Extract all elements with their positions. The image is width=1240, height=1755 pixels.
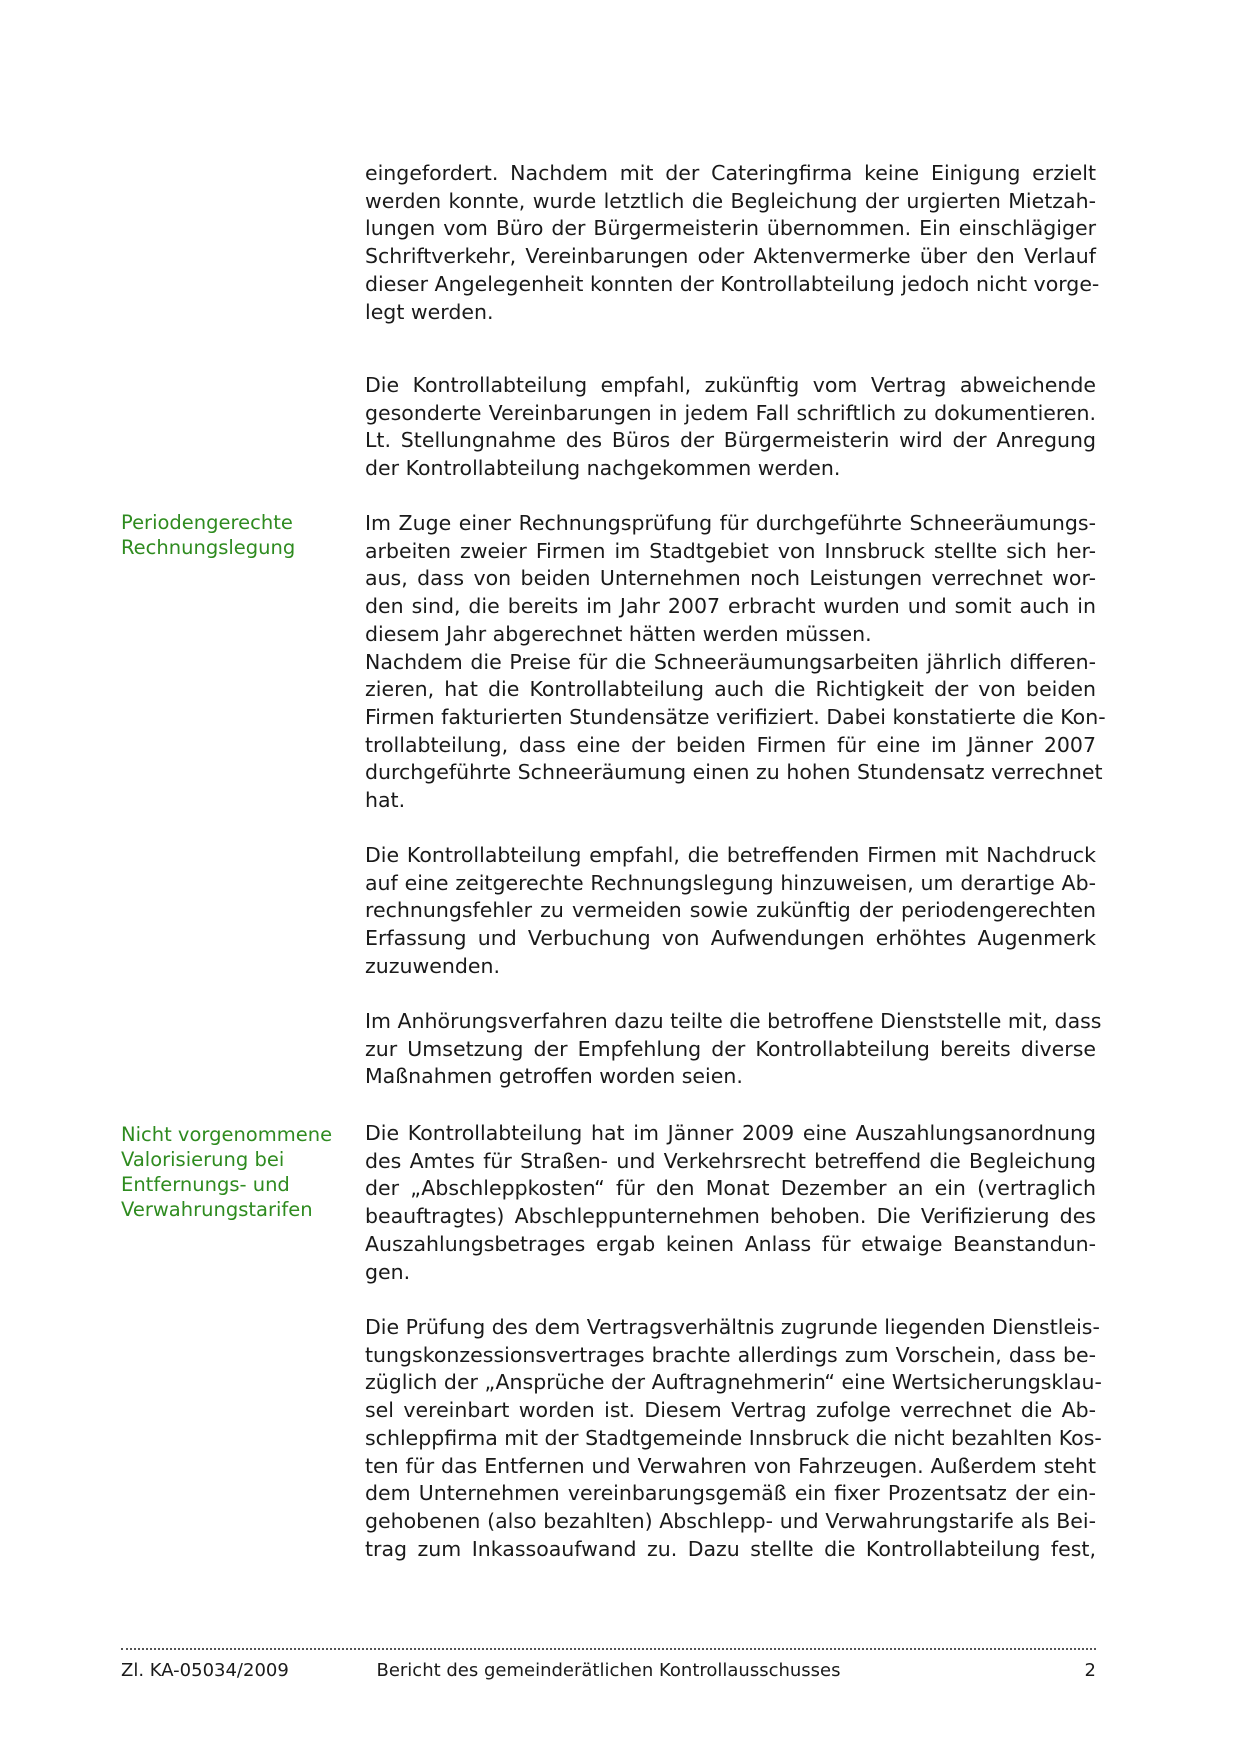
side-heading-line: Entfernungs- und <box>121 1173 290 1196</box>
text-line: trollabteilung, dass eine der beiden Firmen für eine im Jänner 2007 <box>365 732 1096 757</box>
text-line: gesonderte Vereinbarungen in jedem Fall schriftlich zu dokumentieren. <box>365 400 1096 425</box>
text-line: eingefordert. Nachdem mit der Cateringfirma keine Einigung erzielt <box>365 161 1096 185</box>
paragraph-catering <box>365 160 1100 326</box>
text-line: des Amtes für Straßen- und Verkehrsrecht betreffend die Begleichung <box>365 1148 1096 1173</box>
text-line: hat. <box>365 788 406 813</box>
side-heading-line: Rechnungslegung <box>121 536 296 559</box>
footer-divider <box>121 1648 1096 1650</box>
text-line: Die Kontrollabteilung empfahl, die betreffenden Firmen mit Nachdruck <box>365 843 1096 867</box>
text-line: der Kontrollabteilung nachgekommen werden. <box>365 456 841 481</box>
text-line: dem Unternehmen vereinbarungsgemäß ein fixer Prozentsatz der ein- <box>365 1481 1096 1506</box>
paragraph-text <box>365 372 1096 483</box>
paragraph-text <box>365 1314 1102 1563</box>
side-heading-periodengerechte-rechnungslegung <box>121 510 351 560</box>
text-line: ten für das Entfernen und Verwahren von Fahrzeugen. Außerdem steht <box>365 1453 1096 1478</box>
footer-title: Bericht des gemeinderätlichen Kontrollausschusses <box>376 1660 841 1681</box>
paragraph-recommendation-rechnungslegung <box>365 842 1096 981</box>
text-line: zieren, hat die Kontrollabteilung auch die Richtigkeit der von beiden <box>365 677 1096 702</box>
side-heading-line: Valorisierung bei <box>121 1148 285 1171</box>
paragraph-abschleppkosten <box>365 1120 1096 1286</box>
text-line: zuzuwenden. <box>365 953 501 978</box>
text-line: der „Abschleppkosten“ für den Monat Dezember an ein (vertraglich <box>365 1176 1096 1201</box>
paragraph-recommendation-catering <box>365 372 1096 483</box>
text-line: zur Umsetzung der Empfehlung der Kontrollabteilung bereits diverse <box>365 1036 1096 1061</box>
text-line: Lt. Stellungnahme des Büros der Bürgermeisterin wird der Anregung <box>365 428 1096 453</box>
text-line: Erfassung und Verbuchung von Aufwendungen erhöhtes Augenmerk <box>365 926 1096 951</box>
footer-page-number: 2 <box>1084 1660 1096 1681</box>
text-line: lungen vom Büro der Bürgermeisterin übernommen. Ein einschlägiger <box>365 216 1096 241</box>
text-line: Auszahlungsbetrages ergab keinen Anlass für etwaige Beanstandun- <box>365 1231 1096 1256</box>
paragraph-text <box>365 1008 1102 1091</box>
text-line: durchgeführte Schneeräumung einen zu hohen Stundensatz verrechnet <box>365 760 1103 785</box>
text-line: Die Kontrollabteilung hat im Jänner 2009 eine Auszahlungsanordnung <box>365 1121 1096 1145</box>
text-line: Firmen fakturierten Stundensätze verifiziert. Dabei konstatierte die Kon- <box>365 704 1106 729</box>
paragraph-anhoerungsverfahren <box>365 1008 1102 1091</box>
paragraph-dienstleistungskonzession <box>365 1314 1102 1563</box>
text-line: züglich der „Ansprüche der Auftragnehmerin“ eine Wertsicherungsklau- <box>365 1370 1102 1395</box>
text-line: beauftragtes) Abschleppunternehmen behoben. Die Verifizierung des <box>365 1204 1096 1229</box>
text-line: dieser Angelegenheit konnten der Kontrollabteilung jedoch nicht vorge- <box>365 271 1100 296</box>
side-heading-line: Verwahrungstarifen <box>121 1198 313 1221</box>
text-line: sel vereinbart worden ist. Diesem Vertrag zufolge verrechnet die Ab- <box>365 1398 1096 1423</box>
text-line: gehobenen (also bezahlten) Abschlepp- und Verwahrungstarife als Bei- <box>365 1508 1096 1533</box>
paragraph-text <box>365 160 1100 326</box>
paragraph-schneeraeumung <box>365 510 1106 815</box>
text-line: trag zum Inkassoaufwand zu. Dazu stellte die Kontrollabteilung fest, <box>365 1536 1096 1561</box>
side-heading-valorisierung <box>121 1122 351 1222</box>
text-line: schleppfirma mit der Stadtgemeinde Innsbruck die nicht bezahlten Kos- <box>365 1425 1102 1450</box>
text-line: Im Anhörungsverfahren dazu teilte die betroffene Dienststelle mit, dass <box>365 1009 1102 1033</box>
paragraph-text <box>365 1120 1096 1286</box>
footer-reference: Zl. KA-05034/2009 <box>121 1660 289 1681</box>
text-line: rechnungsfehler zu vermeiden sowie zukünftig der periodengerechten <box>365 898 1096 923</box>
text-line: aus, dass von beiden Unternehmen noch Leistungen verrechnet wor- <box>365 566 1096 591</box>
text-line: diesem Jahr abgerechnet hätten werden müssen. <box>365 621 872 646</box>
text-line: Die Kontrollabteilung empfahl, zukünftig vom Vertrag abweichende <box>365 373 1096 397</box>
text-line: werden konnte, wurde letztlich die Begleichung der urgierten Mietzah- <box>365 188 1096 213</box>
side-heading-line: Periodengerechte <box>121 511 293 534</box>
text-line: legt werden. <box>365 299 494 324</box>
text-line: Maßnahmen getroffen worden seien. <box>365 1064 743 1089</box>
text-line: den sind, die bereits im Jahr 2007 erbracht wurden und somit auch in <box>365 594 1096 619</box>
text-line: gen. <box>365 1259 411 1284</box>
text-line: arbeiten zweier Firmen im Stadtgebiet von Innsbruck stellte sich her- <box>365 538 1096 563</box>
text-line: Die Prüfung des dem Vertragsverhältnis zugrunde liegenden Dienstleis- <box>365 1315 1100 1339</box>
text-line: auf eine zeitgerechte Rechnungslegung hinzuweisen, um derartige Ab- <box>365 870 1096 895</box>
text-line: Im Zuge einer Rechnungsprüfung für durchgeführte Schneeräumungs- <box>365 511 1096 535</box>
text-line: Schriftverkehr, Vereinbarungen oder Aktenvermerke über den Verlauf <box>365 244 1096 269</box>
paragraph-text <box>365 842 1096 981</box>
text-line: Nachdem die Preise für die Schneeräumungsarbeiten jährlich differen- <box>365 649 1096 674</box>
paragraph-text <box>365 510 1106 815</box>
text-line: tungskonzessionsvertrages brachte allerdings zum Vorschein, dass be- <box>365 1342 1096 1367</box>
side-heading-line: Nicht vorgenommene <box>121 1123 333 1146</box>
